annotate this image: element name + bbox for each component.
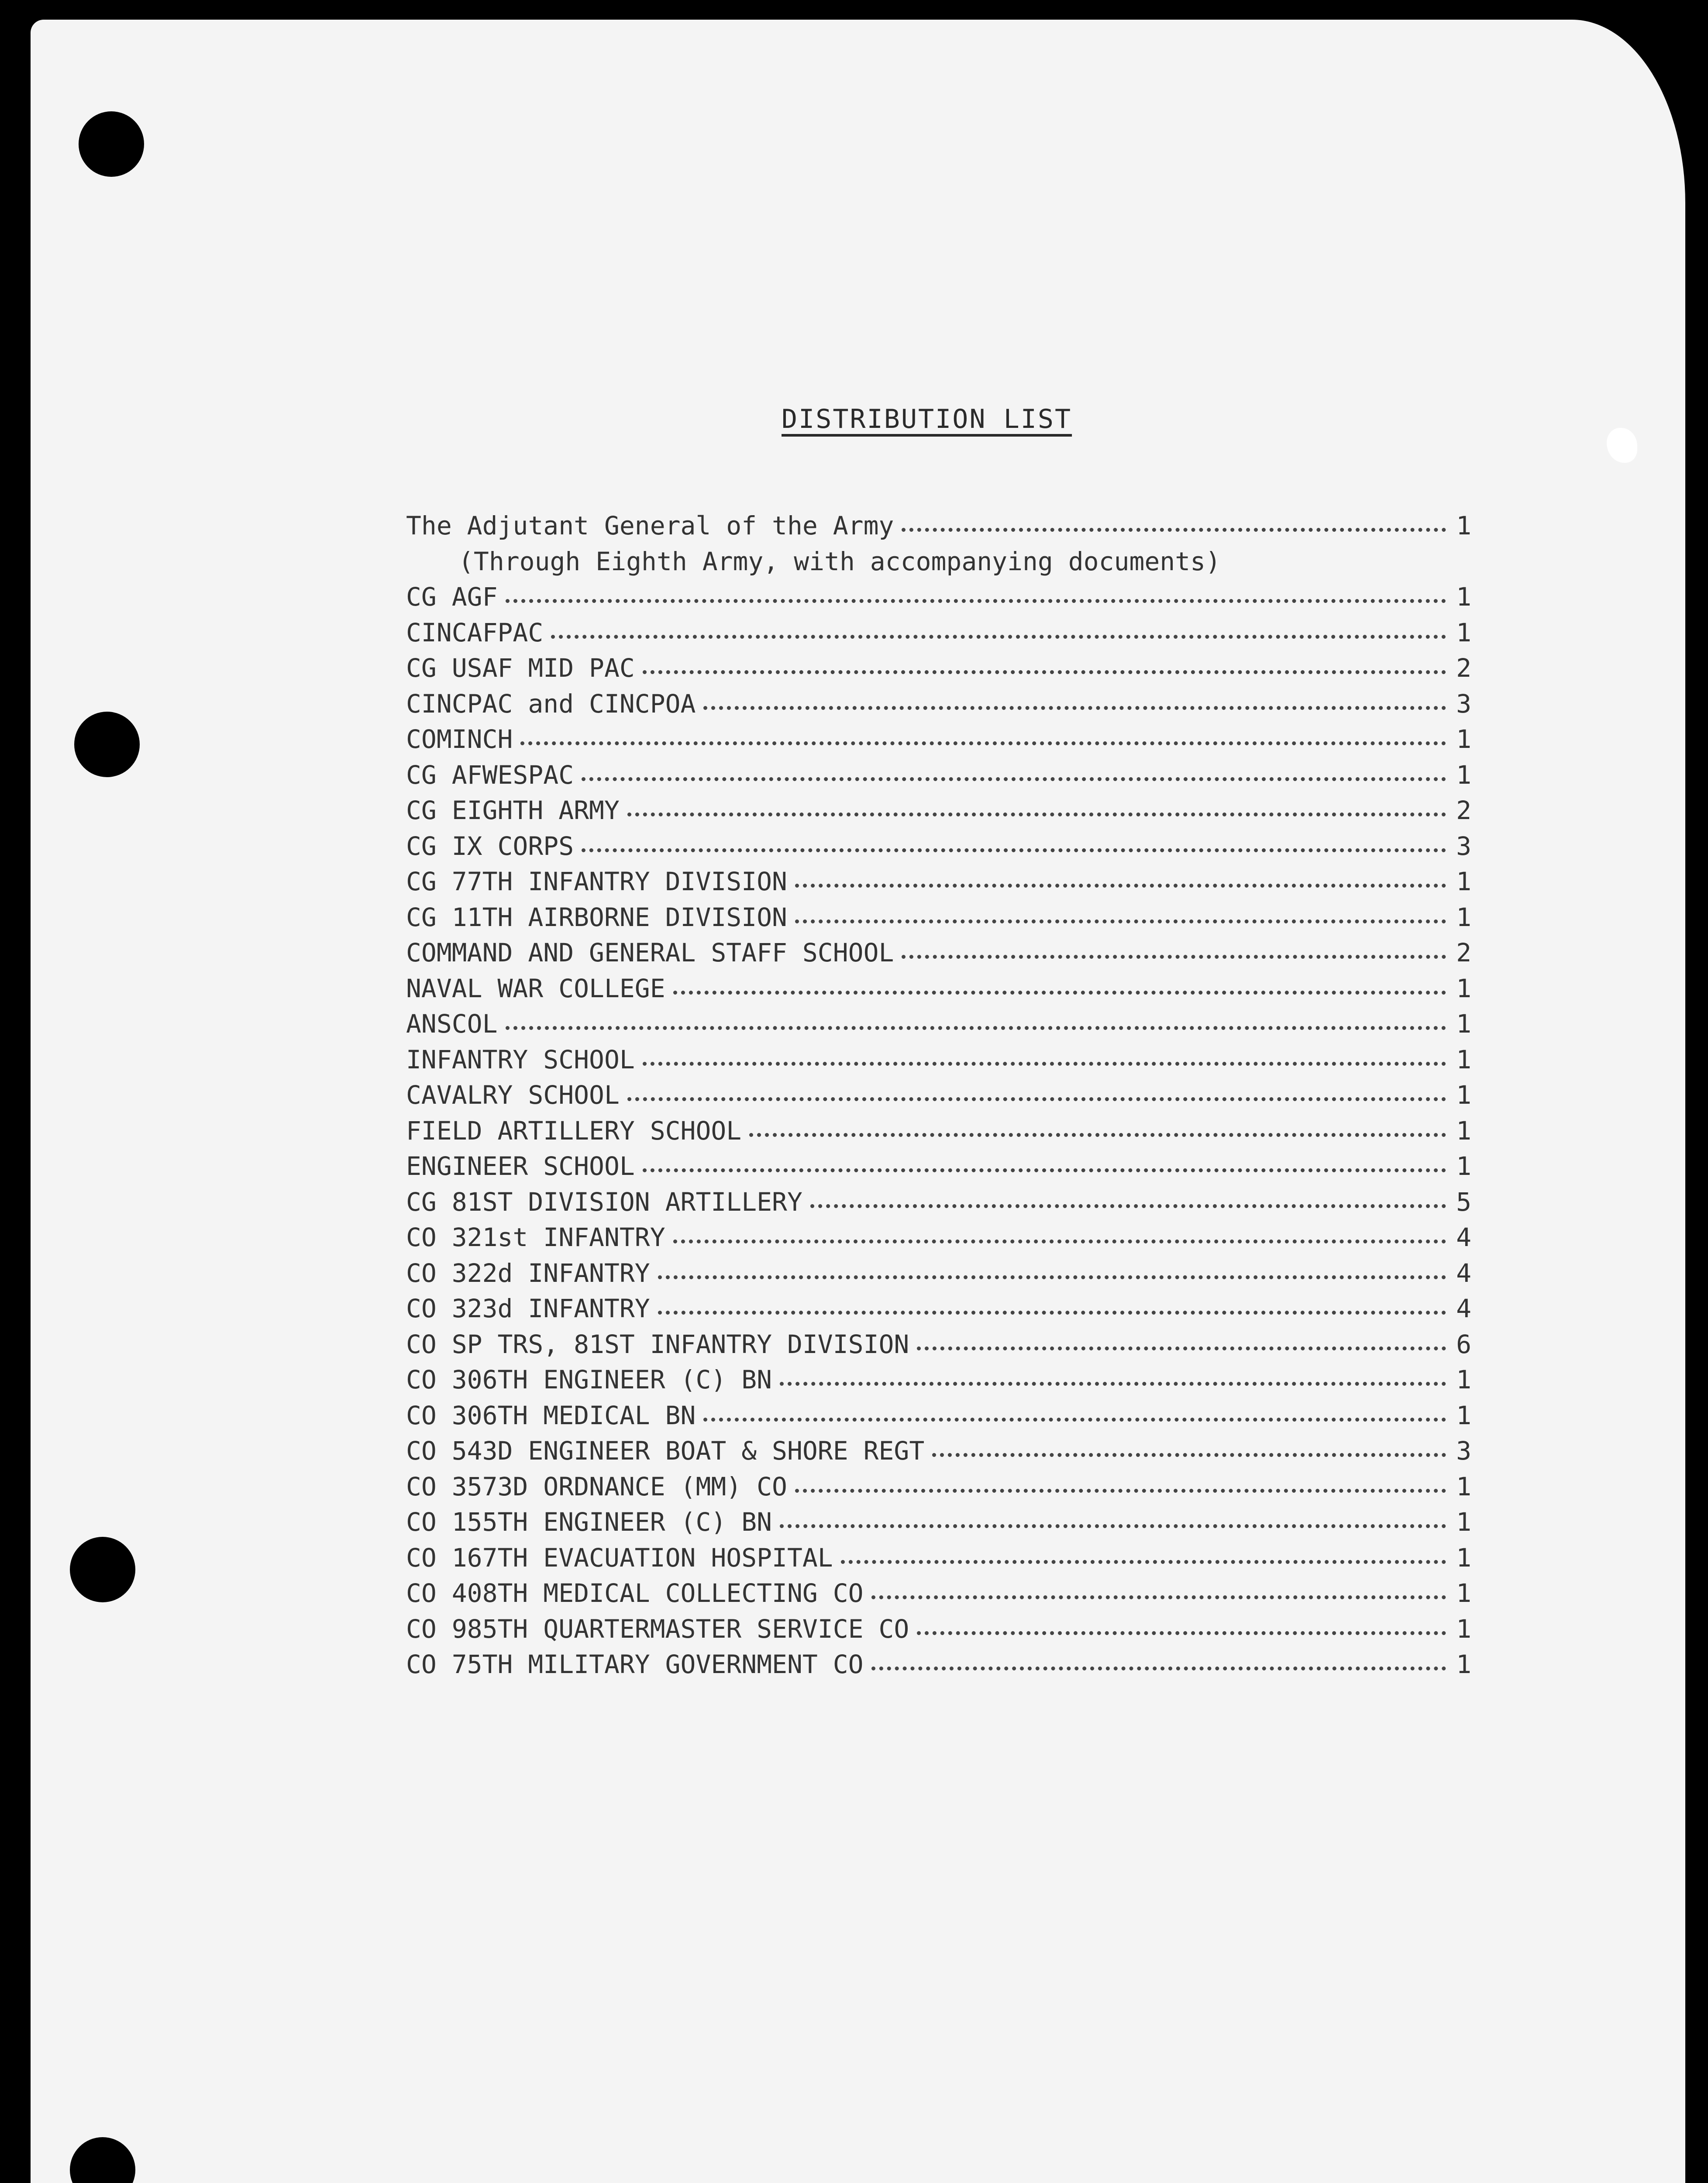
dot-leader (795, 884, 1446, 888)
distribution-entry (406, 1258, 1471, 1294)
distribution-entry (406, 867, 1471, 902)
entry-recipient: The Adjutant General of the Army (406, 511, 894, 541)
dot-leader (506, 599, 1446, 603)
distribution-entry (406, 1187, 1471, 1223)
entry-recipient: CO 3573D ORDNANCE (MM) CO (406, 1471, 787, 1501)
distribution-entry (406, 1151, 1471, 1187)
distribution-entry (406, 689, 1471, 725)
distribution-entry (406, 1080, 1471, 1116)
distribution-list (406, 511, 1471, 1685)
entry-copies: 1 (1456, 1044, 1471, 1074)
distribution-entry (406, 653, 1471, 689)
dot-leader (551, 635, 1446, 639)
entry-recipient: CG 77TH INFANTRY DIVISION (406, 867, 787, 896)
dot-leader (673, 1240, 1446, 1243)
entry-recipient: CG IX CORPS (406, 831, 574, 861)
entry-copies: 2 (1456, 938, 1471, 968)
dot-leader (703, 706, 1446, 710)
entry-copies: 4 (1456, 1222, 1471, 1252)
entry-copies: 6 (1456, 1329, 1471, 1359)
dot-leader (841, 1560, 1446, 1564)
distribution-entry (406, 1222, 1471, 1258)
distribution-entry (406, 1401, 1471, 1436)
distribution-entry (406, 1578, 1471, 1614)
dot-leader (917, 1631, 1446, 1635)
binder-hole (74, 712, 140, 777)
entry-copies: 2 (1456, 795, 1471, 825)
entry-recipient: CO 306TH MEDICAL BN (406, 1400, 696, 1430)
entry-copies: 5 (1456, 1187, 1471, 1217)
entry-recipient: CO 543D ENGINEER BOAT & SHORE REGT (406, 1436, 925, 1466)
dot-leader (627, 813, 1446, 816)
distribution-entry (406, 1294, 1471, 1329)
distribution-entry (406, 1472, 1471, 1508)
entry-copies: 3 (1456, 689, 1471, 719)
dot-leader (506, 1026, 1446, 1030)
dot-leader (749, 1133, 1446, 1137)
dot-leader (780, 1382, 1446, 1386)
distribution-entry (406, 795, 1471, 831)
dot-leader (643, 670, 1446, 674)
entry-copies: 1 (1456, 1080, 1471, 1110)
entry-recipient: CO 408TH MEDICAL COLLECTING CO (406, 1578, 864, 1608)
paper-blemish (1607, 428, 1637, 463)
entry-copies: 1 (1456, 1649, 1471, 1679)
distribution-entry (406, 974, 1471, 1009)
distribution-entry (406, 1436, 1471, 1472)
binder-hole (70, 1537, 135, 1602)
dot-leader (658, 1275, 1446, 1279)
entry-copies: 1 (1456, 617, 1471, 647)
binder-hole (70, 2137, 135, 2183)
entry-recipient: CO 167TH EVACUATION HOSPITAL (406, 1543, 833, 1573)
entry-copies: 4 (1456, 1294, 1471, 1323)
entry-recipient: CO 322d INFANTRY (406, 1258, 650, 1288)
page-title: DISTRIBUTION LIST (782, 404, 1072, 434)
entry-copies: 1 (1456, 1400, 1471, 1430)
entry-recipient: CG 81ST DIVISION ARTILLERY (406, 1187, 802, 1217)
entry-copies: 1 (1456, 1507, 1471, 1537)
entry-recipient: FIELD ARTILLERY SCHOOL (406, 1116, 742, 1146)
distribution-entry (406, 511, 1471, 547)
distribution-entry (406, 938, 1471, 974)
distribution-entry (406, 1614, 1471, 1650)
entry-recipient: CG USAF MID PAC (406, 653, 635, 683)
dot-leader (810, 1204, 1446, 1208)
entry-copies: 3 (1456, 1436, 1471, 1466)
dot-leader (871, 1667, 1446, 1670)
distribution-entry (406, 1116, 1471, 1152)
entry-copies: 1 (1456, 582, 1471, 612)
binder-hole (79, 111, 144, 177)
entry-copies: 1 (1456, 1151, 1471, 1181)
entry-copies: 1 (1456, 1365, 1471, 1395)
entry-recipient: CAVALRY SCHOOL (406, 1080, 620, 1110)
dot-leader (673, 991, 1446, 995)
distribution-entry (406, 618, 1471, 654)
entry-copies: 4 (1456, 1258, 1471, 1288)
entry-copies: 1 (1456, 1471, 1471, 1501)
entry-recipient: INFANTRY SCHOOL (406, 1044, 635, 1074)
distribution-entry (406, 831, 1471, 867)
entry-copies: 1 (1456, 511, 1471, 541)
dot-leader (582, 777, 1446, 781)
entry-copies: 1 (1456, 973, 1471, 1003)
entry-recipient: CG 11TH AIRBORNE DIVISION (406, 902, 787, 932)
entry-recipient: ENGINEER SCHOOL (406, 1151, 635, 1181)
entry-copies: 1 (1456, 1578, 1471, 1608)
entry-copies: 1 (1456, 1614, 1471, 1644)
entry-copies: 1 (1456, 760, 1471, 790)
dot-leader (902, 528, 1446, 532)
dot-leader (658, 1311, 1446, 1315)
dot-leader (871, 1595, 1446, 1599)
distribution-entry (406, 902, 1471, 938)
document-page (31, 20, 1685, 2183)
entry-recipient: CO 323d INFANTRY (406, 1294, 650, 1323)
distribution-entry (406, 1507, 1471, 1543)
entry-recipient: CG AFWESPAC (406, 760, 574, 790)
distribution-entry (406, 1329, 1471, 1365)
entry-copies: 1 (1456, 867, 1471, 896)
dot-leader (902, 955, 1446, 959)
distribution-entry (406, 582, 1471, 618)
dot-leader (582, 848, 1446, 852)
dot-leader (520, 741, 1446, 745)
entry-copies: 2 (1456, 653, 1471, 683)
dot-leader (703, 1418, 1446, 1422)
entry-copies: 1 (1456, 724, 1471, 754)
dot-leader (795, 1489, 1446, 1493)
entry-recipient: CG AGF (406, 582, 498, 612)
distribution-entry (406, 760, 1471, 796)
entry-recipient: CINCAFPAC (406, 617, 544, 647)
entry-recipient: COMMAND AND GENERAL STAFF SCHOOL (406, 938, 894, 968)
dot-leader (627, 1097, 1446, 1101)
dot-leader (643, 1168, 1446, 1172)
dot-leader (795, 919, 1446, 923)
entry-copies: 1 (1456, 902, 1471, 932)
entry-recipient: ANSCOL (406, 1009, 498, 1039)
entry-recipient: NAVAL WAR COLLEGE (406, 973, 665, 1003)
entry-recipient: COMINCH (406, 724, 513, 754)
entry-recipient: CINCPAC and CINCPOA (406, 689, 696, 719)
distribution-entry (406, 1045, 1471, 1081)
entry-copies: 1 (1456, 1009, 1471, 1039)
dot-leader (932, 1453, 1446, 1457)
entry-recipient: CO 155TH ENGINEER (C) BN (406, 1507, 772, 1537)
entry-recipient: CO 75TH MILITARY GOVERNMENT CO (406, 1649, 864, 1679)
dot-leader (643, 1062, 1446, 1066)
entry-recipient: CO 985TH QUARTERMASTER SERVICE CO (406, 1614, 909, 1644)
entry-recipient: CG EIGHTH ARMY (406, 795, 620, 825)
distribution-entry (406, 1649, 1471, 1685)
distribution-entry (406, 1543, 1471, 1579)
entry-copies: 1 (1456, 1543, 1471, 1573)
entry-recipient: CO SP TRS, 81ST INFANTRY DIVISION (406, 1329, 909, 1359)
distribution-entry (406, 1365, 1471, 1401)
distribution-entry (406, 1009, 1471, 1045)
distribution-entry (406, 724, 1471, 760)
dot-leader (780, 1524, 1446, 1528)
dot-leader (917, 1346, 1446, 1350)
entry-copies: 1 (1456, 1116, 1471, 1146)
entry-copies: 3 (1456, 831, 1471, 861)
entry-note: (Through Eighth Army, with accompanying documents) (458, 546, 1221, 576)
entry-recipient: CO 306TH ENGINEER (C) BN (406, 1365, 772, 1395)
entry-recipient: CO 321st INFANTRY (406, 1222, 665, 1252)
